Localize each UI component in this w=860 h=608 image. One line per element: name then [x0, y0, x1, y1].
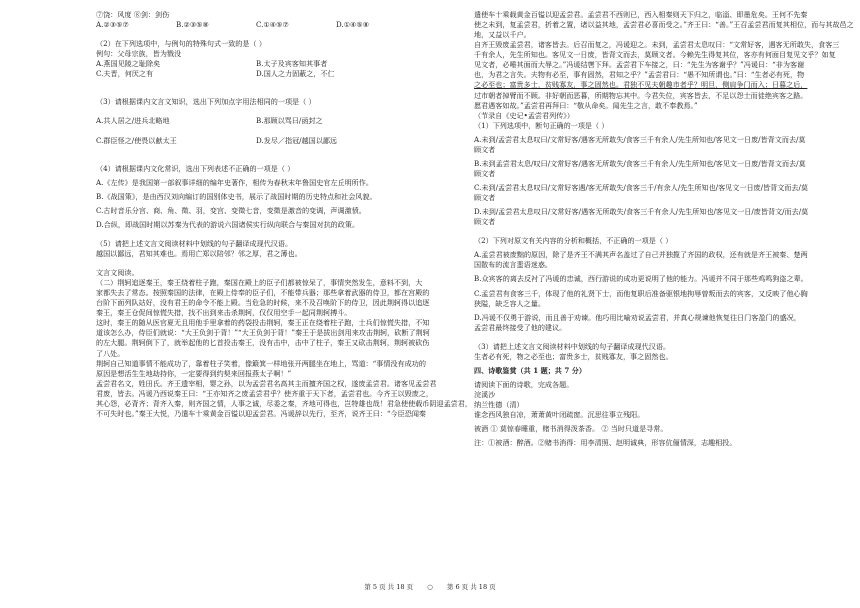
poem-author: 纳兰性德（清） — [474, 400, 524, 410]
option: A.共人居之/进兵北略地 — [96, 116, 170, 126]
q1-option-d — [474, 207, 809, 227]
passage-line: 愿君遇客如故。”孟尝君再拜曰：“敬从命矣。闻先生之言，敢不奉教焉。” — [474, 100, 698, 110]
passage-line: 的左大腿。荆轲倒下了，就举起他的匕首投击秦王，没有击中，击中了柱子，秦王又砍击荆轲，荆轲被砍伤 — [96, 338, 430, 348]
question-2-example: 例句：父母宗族，皆为戮没 — [96, 49, 182, 59]
q4-option: C.古时音乐分宫、商、角、徵、羽，变宫、变徵七音，变徵是激音的变调，声调激愤。 — [96, 205, 366, 215]
q3-options-2 — [96, 136, 416, 146]
question-3-stem: （3）请根据课内文言文知识，选出下列加点字用法相同的一项是（ ） — [96, 97, 316, 107]
passage-line: 君废，皆去。冯谖乃西说秦王曰：“王亦知齐之废孟尝君乎？使齐重于天下者，孟尝君也。今齐王以毁废之， — [96, 388, 434, 398]
option-line: 顾文者 — [474, 144, 496, 154]
option: C.夫晋，何厌之有 — [96, 69, 154, 79]
question-2-stem: （2）下列对原文有关内容的分析和概括，不正确的一项是（ ） — [474, 236, 673, 246]
q1-options — [96, 20, 416, 30]
passage-line: 也，为君之言失。夫物有必至，事有固然，君知之乎？”孟尝君曰：“愚不知所谓也。”曰：“生者必有死，物 — [474, 70, 805, 80]
passage-line: 了八处。 — [96, 348, 125, 358]
option-line: A.孟尝君被废黜的原因，除了是齐王不满其声名盖过了自己并独揽了齐国的政权，还有就是齐王被秦、楚两 — [474, 250, 808, 260]
passage-line: 原因是想活生生地劫持你，一定要得到约契来回报燕太子啊！” — [96, 368, 292, 378]
option-line: B.众宾客的离去反衬了冯谖的忠诚，西行游说的成功更说明了他的能力。冯谖并不同于那些鸡鸣狗盗之辈。 — [474, 274, 808, 284]
passage-line: 这时，秦王的随从医官夏无且用他手里拿着的药袋投击荆轲，秦王正在绕着柱子跑，士兵们惊慌失措，不知 — [96, 318, 430, 328]
option-line: B.未到孟尝君太息/叹曰/文常好客/遇客无所敢失/食客三千有余人/先生所知也/客见文一日废/皆背文而去/莫 — [474, 158, 806, 168]
passage-line: 其心怨，必背齐；背齐入秦，则齐国之情，人事之诚，尽委之秦，齐地可得也，岂特雄也哉！君急使使载币阴迎孟尝君， — [96, 398, 472, 408]
q4-option: A.《左传》是我国第一部叙事详细的编年史著作，相传为春秋末年鲁国史官左丘明所作。 — [96, 177, 373, 187]
option: B.太子及宾客知其事者 — [256, 59, 328, 69]
top-line: ⑦饶：风度 ⑧剑：剑伤 — [96, 10, 170, 19]
option-line: D.冯谖不仅勇于游说，而且善于劝谏。他巧用比喻劝说孟尝君，并真心规谏他恢复往日门客盈门的盛况， — [474, 312, 801, 322]
question-3-stem: （3）请把上述文言文阅读材料中划线的句子翻译成现代汉语。 — [474, 341, 671, 351]
q2-option-d — [474, 312, 801, 333]
left-page-number: 第 5 页 共 18 页 — [364, 583, 414, 591]
passage-line: 千有余人，先生所知也。客见文一日废，皆背文而去，莫顾文者。今赖先生得复其位，客亦有何面目复见文乎？如复 — [474, 50, 836, 60]
underlined-passage-line: 之必至也；富贵多士，贫贱寡友，事之固然也。君独不见夫朝趣市者乎？明旦，侧肩争门而入；日暮之后， — [474, 80, 808, 90]
q3-options — [96, 116, 416, 126]
option: D.①④⑤⑧ — [336, 20, 370, 30]
passage-line: 孟尝君名文，姓田氏。齐王遗宰相，婴之孙，以为孟尝君名高其主而擅齐国之权，遂废孟尝君。诸客见孟尝君 — [96, 378, 437, 388]
option: A.②③⑤⑦ — [96, 20, 129, 30]
option-line: 顾文者 — [474, 168, 496, 178]
option-line: A.未到/孟尝君太息叹曰/文常好客/遇客无所敢失/食客三千有余人/先生所知也/客见文一日废/皆背文而去/莫 — [474, 134, 806, 144]
passage-line: 道该怎么办，侍臣们就说：“大王负剑于背！”“大王负剑于背！”秦王于是拔出剑用来攻击荆轲，砍断了荆轲 — [96, 328, 430, 338]
question-3-sentence: 生者必有死，物之必至也；富贵多士，贫贱寡友，事之固然也。 — [474, 351, 673, 361]
option-line: C.未到/孟尝君太息叹曰/文常好客遇/客无所敢失/食客三千/有余人/先生所知也/客见文一日废/皆背文而去/莫 — [474, 183, 808, 192]
q4-option: B.《战国策》，是由西汉刘向编订的国别体史书，展示了战国时期的历史特点和社会风貌。 — [96, 191, 377, 201]
option: D.国人之力固蔽之，不仁 — [256, 69, 335, 79]
passage-line: 荆轲自己知道事情不能成功了，靠着柱子笑着，像簸箕一样地张开两腿坐在地上，骂道：“事情没有成功的 — [96, 358, 426, 368]
passage-line: 家都失去了常态。按照秦国的法律，在殿上侍奉的臣子们，不能带兵器；那些拿着武器的侍卫，都在宫殿的 — [96, 288, 430, 298]
option: C.①④⑤⑦ — [256, 20, 289, 30]
option: A.燕国见陵之耻除矣 — [96, 59, 161, 69]
poem-title: 浣溪沙 — [474, 390, 496, 399]
option-line: 顾文者 — [474, 217, 496, 227]
option: B.②③⑤⑧ — [176, 20, 209, 30]
option-line: 国散布的流言蜚语迷惑。 — [474, 260, 553, 270]
option-line: 孟尝君最终接受了他的建议。 — [474, 322, 567, 332]
passage-line: 不可失时也。”秦王大悦，乃遣车十乘黄金百镒以迎孟尝君。冯谖辞以先行，至齐，说齐王曰：“今臣恐闻秦 — [96, 408, 427, 418]
q1-option-a — [474, 134, 806, 155]
passage-line: 地，又益以千户。 — [474, 30, 531, 40]
passage-line: 使之未到，复孟尝君，折着之置，诸以益其地，孟尝君必喜而受之。”齐王曰：“善。”王召孟尝君而复其相位，而与其故邑之 — [474, 20, 854, 30]
question-1-stem: （1）下列选项中，断句正确的一项是（ ） — [474, 120, 609, 130]
passage-line: （二）荆轲追逐秦王，秦王绕着柱子跑，秦国在殿上的臣子们都被惊呆了，事情突然发生，意料不到，大 — [96, 278, 423, 288]
passage — [96, 278, 472, 419]
passage-line: 见文者，必唾其面而大辱之。”冯谖结辔下拜。孟尝君下车接之，曰：“先生为客谢乎？”冯谖曰：“非为客谢 — [474, 60, 805, 70]
source-note: （节录自《史记•孟尝君列传》） — [474, 110, 574, 120]
option-line: C.孟尝君有食客三千，体现了他的礼贤下士，而他复职后准备驱银地拘辱曾叛而去的宾客，又反映了他心胸 — [474, 288, 808, 298]
binding-mark: ○ — [427, 583, 433, 591]
poem-line: 被酒 ① 莫惊春睡重，赌书消得泼茶香。 ② 当时只道是寻常。 — [474, 424, 668, 434]
q4-option: D.合纵，即战国时期以苏秦为代表的游说六国诸侯实行纵向联合与秦国对抗的政策。 — [96, 219, 360, 229]
right-page-number: 第 6 页 共 18 页 — [446, 583, 496, 591]
passage-line: 台阶下面列队站好，没有君王的命令不能上殿。当危急的时候，来不及召唤阶下的侍卫，因此荆轲得以追逐 — [96, 298, 430, 308]
question-5-sentence: 越国以鄙远，君知其难也。焉用亡郑以陪邻？邻之厚，君之薄也。 — [96, 248, 302, 258]
passage-line: 遣使车十乘载黄金百镒以迎孟尝君。孟尝君不西则已，西入相秦则天下归之，临淄、即墨危矣。王何不先秦 — [474, 10, 808, 19]
option: D.发尽／指冠/越国以鄙远 — [256, 135, 338, 145]
passage-line: 秦王，秦王仓促间惊慌失措，找不出到来击杀荆轲，仅仅用空手一起同荆轲搏斗。 — [96, 308, 352, 318]
passage-line: 自齐王毁废孟尝君，诸客皆去。后召而复之，冯谖迎之。未到，孟尝君太息叹曰：“文常好客，遇客无所敢失，食客三 — [474, 40, 840, 50]
option-line: 顾文者 — [474, 193, 496, 203]
option: C.群臣怪之/使畏以献太王 — [96, 135, 177, 145]
section-4-heading: 四、诗歌鉴赏（共 1 题；共 7 分） — [474, 365, 586, 375]
option-line: D.未到/孟尝君太息叹曰/文常好客/遇客无所敢失/食客三千有余人/先生所知也/客见文一日/废皆背文/而去/莫 — [474, 207, 809, 217]
section-heading: 文言文阅读。 — [96, 268, 139, 277]
q1-option-b — [474, 158, 806, 179]
page-footer — [0, 583, 860, 592]
left-column — [96, 10, 472, 419]
right-column — [474, 10, 854, 448]
option: B.那顾以骂曰/函封之 — [256, 116, 323, 126]
q2-option-b — [474, 274, 808, 284]
passage-line: 过市朝者掉臂而不顾。非好朝而恶暮，所期物忘其中。今君失位，宾客皆去，不足以怨士而徒绝宾客之路。 — [474, 90, 808, 100]
question-2-stem: （2）在下列选项中，与例句的特殊句式一致的是（ ） — [96, 39, 266, 49]
q1-option-c — [474, 183, 808, 203]
question-4-stem: （4）请根据课内文化常识，选出下列表述不正确的一项是（ ） — [96, 163, 295, 173]
q2-option-a — [474, 250, 808, 270]
q2-options — [96, 59, 416, 79]
poem-intro: 请阅读下面的诗歌，完成各题。 — [474, 379, 574, 389]
passage-continued — [474, 10, 854, 121]
option-line: 狭隘，缺乏容人之量。 — [474, 298, 545, 308]
poem-line: 谁念西风独自凉，萧萧黄叶闭疏窗。沉思往事立残阳。 — [474, 410, 645, 420]
question-5-stem: （5）请把上述文言文阅读材料中划线的句子翻译成现代汉语。 — [96, 238, 293, 248]
q2-option-c — [474, 288, 808, 309]
poem-note: 注：①被酒：醉酒。②赌书消得：用李清照、赵明诚典，形容伉俪情深，志趣相投。 — [474, 438, 737, 448]
